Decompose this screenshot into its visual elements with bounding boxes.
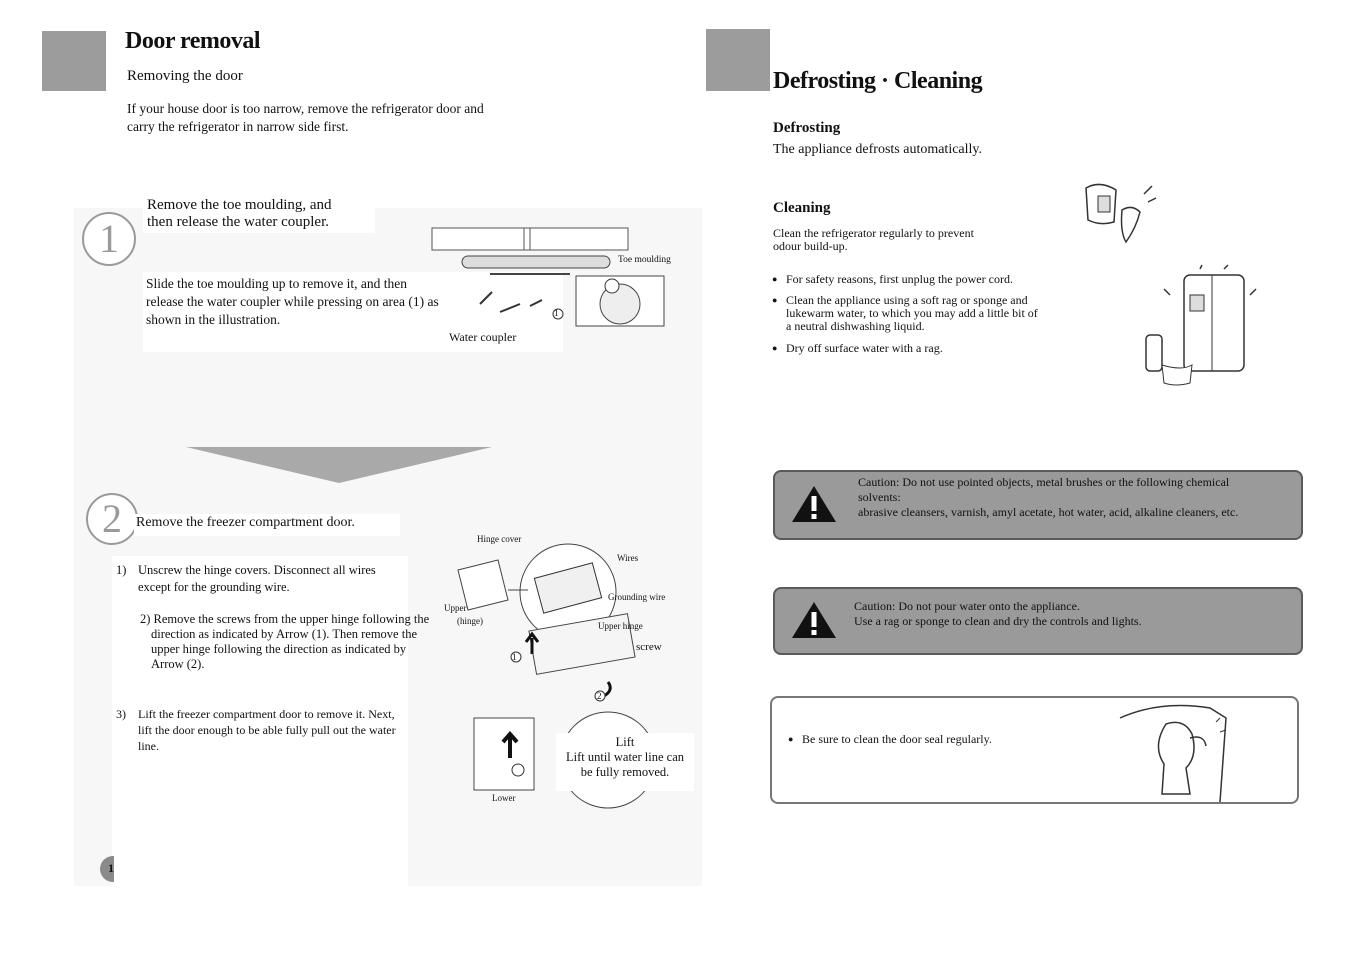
- door-seal-illustration: [1116, 702, 1236, 798]
- door-seal-note: ● Be sure to clean the door seal regularly.: [802, 732, 992, 747]
- bullet-clean-3: a neutral dishwashing liquid.: [786, 319, 925, 333]
- item2-line-4: Arrow (2).: [151, 657, 205, 671]
- item3-number: 3): [116, 707, 126, 721]
- item1-line-2: except for the grounding wire.: [138, 580, 290, 594]
- toe-moulding-illustration: [430, 226, 680, 336]
- lower-label: Lower: [492, 793, 516, 803]
- item1-number: 1): [116, 563, 127, 577]
- left-title-block: [42, 31, 106, 91]
- toe-moulding-label: Toe moulding: [618, 255, 671, 265]
- arrow-2-label: 2: [597, 691, 602, 701]
- cleaning-heading: Cleaning: [773, 200, 831, 216]
- upper-hinge-label: Upper hinge: [598, 621, 643, 631]
- step2-circle: [86, 493, 138, 545]
- bullet-dry: ● Dry off surface water with a rag.: [786, 341, 943, 356]
- intro-line-2: carry the refrigerator in narrow side first.: [127, 119, 349, 134]
- item2-line-2: direction as indicated by Arrow (1). Then remove the: [151, 627, 418, 641]
- grounding-wire-label: Grounding wire: [608, 592, 666, 602]
- intro-line-1: If your house door is too narrow, remove the refrigerator door and: [127, 101, 484, 116]
- lift-note-1: Lift until water line can: [565, 750, 684, 764]
- hinge-cover-label: Hinge cover: [477, 534, 522, 544]
- water-coupler-label: Water coupler: [449, 330, 517, 344]
- step1-heading-2: then release the water coupler.: [147, 214, 329, 230]
- bullet-unplug: ● For safety reasons, first unplug the power cord.: [786, 272, 1013, 287]
- warning-icon: [790, 600, 838, 640]
- step1-body-1: Slide the toe moulding up to remove it, and then: [146, 276, 407, 291]
- item3-line-1: Lift the freezer compartment door to remove it. Next,: [138, 707, 395, 721]
- caution2-line-2: Use a rag or sponge to clean and dry the controls and lights.: [854, 614, 1142, 628]
- right-title-block: [706, 29, 770, 91]
- page-title: Door removal: [125, 28, 261, 54]
- cleaning-text-2: odour build-up.: [773, 239, 848, 253]
- cleaning-text-1: Clean the refrigerator regularly to prevent: [773, 226, 974, 240]
- item3-line-2: lift the door enough to be able fully pull out the water: [138, 723, 396, 737]
- item2-line-1: 2) Remove the screws from the upper hinge following the: [140, 612, 430, 626]
- caution1-line-1: Caution: Do not use pointed objects, metal brushes or the following chemical: [858, 475, 1230, 489]
- wires-label: Wires: [617, 553, 639, 563]
- step1-circle: [82, 212, 136, 266]
- wipe-cup-illustration: [1082, 180, 1162, 254]
- step1-number: 1: [99, 216, 119, 261]
- step1-body-3: shown in the illustration.: [146, 312, 281, 327]
- item2-line-3: upper hinge following the direction as indicated by: [151, 642, 407, 656]
- item3-line-3: line.: [138, 739, 159, 753]
- page-number: 1: [108, 861, 114, 875]
- upper-label: Upper: [444, 603, 467, 613]
- arrow-1-label: 1: [512, 652, 517, 662]
- right-page-title: Defrosting · Cleaning: [773, 68, 983, 94]
- step1-body-2: release the water coupler while pressing on area (1) as: [146, 294, 439, 309]
- down-arrow: [186, 447, 496, 485]
- section-subtitle: Removing the door: [127, 68, 243, 84]
- defrosting-text: The appliance defrosts automatically.: [773, 142, 983, 157]
- step2-heading: Remove the freezer compartment door.: [136, 515, 355, 530]
- step2-number: 2: [102, 496, 122, 541]
- page-number-mask: [114, 852, 134, 886]
- caution1-line-3: abrasive cleansers, varnish, amyl acetate, hot water, acid, alkaline cleaners, etc.: [858, 505, 1239, 519]
- hinge-label: (hinge): [457, 616, 483, 626]
- step1-heading-1: Remove the toe moulding, and: [147, 197, 332, 213]
- fridge-cleaning-illustration: [1140, 265, 1260, 390]
- screw-label: screw: [636, 641, 662, 653]
- item1-line-1: Unscrew the hinge covers. Disconnect all wires: [138, 563, 376, 577]
- caution2-line-1: Caution: Do not pour water onto the appliance.: [854, 599, 1080, 613]
- bullet-clean-2: lukewarm water, to which you may add a little bit of: [786, 306, 1038, 320]
- defrosting-heading: Defrosting: [773, 120, 841, 136]
- lift-label: Lift: [615, 735, 635, 749]
- warning-icon: [790, 484, 838, 524]
- bullet-clean-1: ● Clean the appliance using a soft rag or sponge and: [786, 293, 1028, 308]
- caution1-line-2: solvents:: [858, 490, 901, 504]
- callout-1: 1: [554, 308, 559, 318]
- lift-note-2: be fully removed.: [580, 765, 670, 779]
